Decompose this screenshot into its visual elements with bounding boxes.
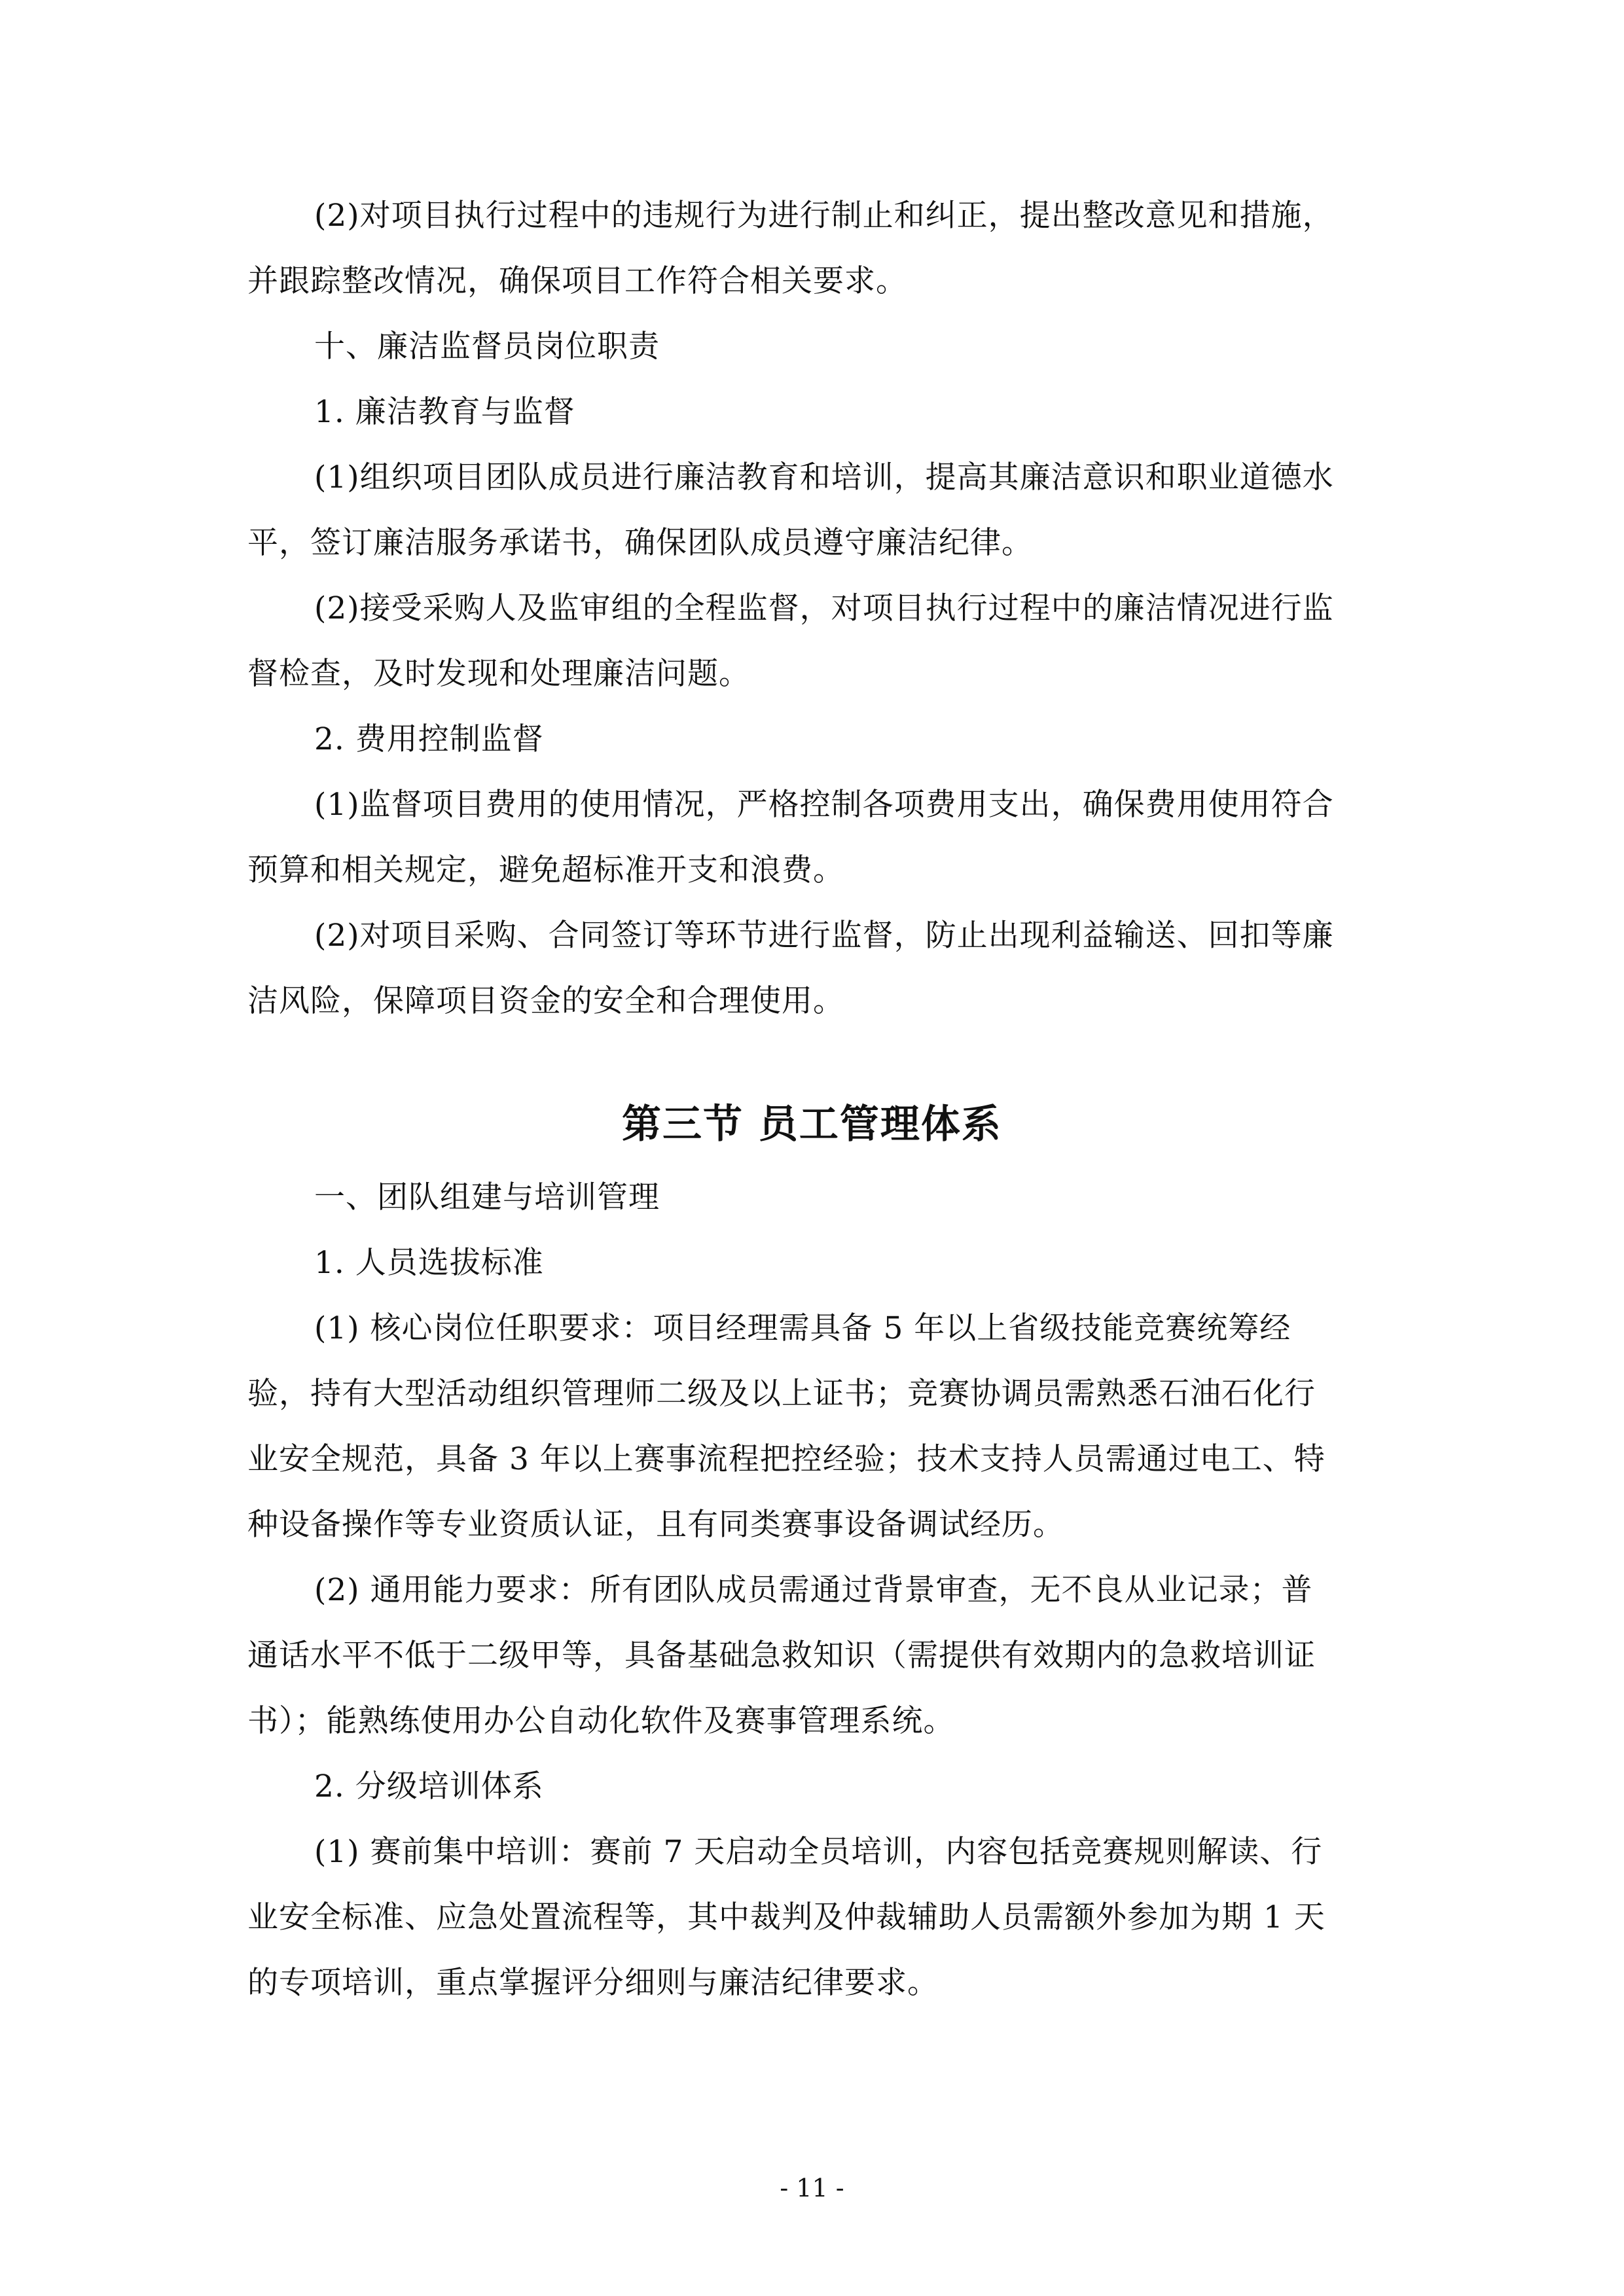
- paragraph-line: 业安全规范，具备 3 年以上赛事流程把控经验；技术支持人员需通过电工、特: [247, 1441, 1326, 1477]
- paragraph-line: 书）；能熟练使用办公自动化软件及赛事管理系统。: [247, 1703, 955, 1739]
- paragraph-line: 并跟踪整改情况，确保项目工作符合相关要求。: [247, 263, 907, 299]
- paragraph-line: (2)对项目采购、合同签订等环节进行监督，防止出现利益输送、回扣等廉: [314, 918, 1334, 954]
- paragraph-line: (2)对项目执行过程中的违规行为进行制止和纠正，提出整改意见和措施，: [314, 198, 1334, 234]
- subsection-heading: 1. 人员选拔标准: [314, 1245, 544, 1281]
- paragraph-line: 预算和相关规定，避免超标准开支和浪费。: [247, 852, 844, 888]
- subsection-heading: 2. 分级培训体系: [314, 1768, 544, 1804]
- section-title: 第三节 员工管理体系: [622, 1102, 1002, 1147]
- paragraph-line: (1)组织项目团队成员进行廉洁教育和培训，提高其廉洁意识和职业道德水: [314, 459, 1334, 495]
- paragraph-line: (1) 核心岗位任职要求：项目经理需具备 5 年以上省级技能竞赛统筹经: [314, 1310, 1291, 1346]
- paragraph-line: 种设备操作等专业资质认证，且有同类赛事设备调试经历。: [247, 1507, 1064, 1543]
- section-heading: 十、廉洁监督员岗位职责: [314, 329, 660, 365]
- paragraph-line: 验，持有大型活动组织管理师二级及以上证书；竞赛协调员需熟悉石油石化行: [247, 1376, 1316, 1412]
- paragraph-line: 的专项培训，重点掌握评分细则与廉洁纪律要求。: [247, 1965, 939, 2001]
- paragraph-line: 平，签订廉洁服务承诺书，确保团队成员遵守廉洁纪律。: [247, 525, 1033, 561]
- paragraph-line: 洁风险，保障项目资金的安全和合理使用。: [247, 983, 844, 1019]
- paragraph-line: (2)接受采购人及监审组的全程监督，对项目执行过程中的廉洁情况进行监: [314, 590, 1334, 626]
- page-number: - 11 -: [780, 2174, 844, 2202]
- paragraph-line: (1) 赛前集中培训：赛前 7 天启动全员培训，内容包括竞赛规则解读、行: [314, 1834, 1323, 1870]
- paragraph-line: 业安全标准、应急处置流程等，其中裁判及仲裁辅助人员需额外参加为期 1 天: [247, 1899, 1326, 1935]
- subsection-heading: 2. 费用控制监督: [314, 721, 544, 757]
- paragraph-line: 督检查，及时发现和处理廉洁问题。: [247, 656, 750, 692]
- paragraph-line: (2) 通用能力要求：所有团队成员需通过背景审查，无不良从业记录；普: [314, 1572, 1313, 1608]
- section-heading: 一、团队组建与培训管理: [314, 1179, 660, 1215]
- paragraph-line: 通话水平不低于二级甲等，具备基础急救知识（需提供有效期内的急救培训证: [247, 1638, 1316, 1674]
- paragraph-line: (1)监督项目费用的使用情况，严格控制各项费用支出，确保费用使用符合: [314, 787, 1334, 823]
- subsection-heading: 1. 廉洁教育与监督: [314, 394, 575, 430]
